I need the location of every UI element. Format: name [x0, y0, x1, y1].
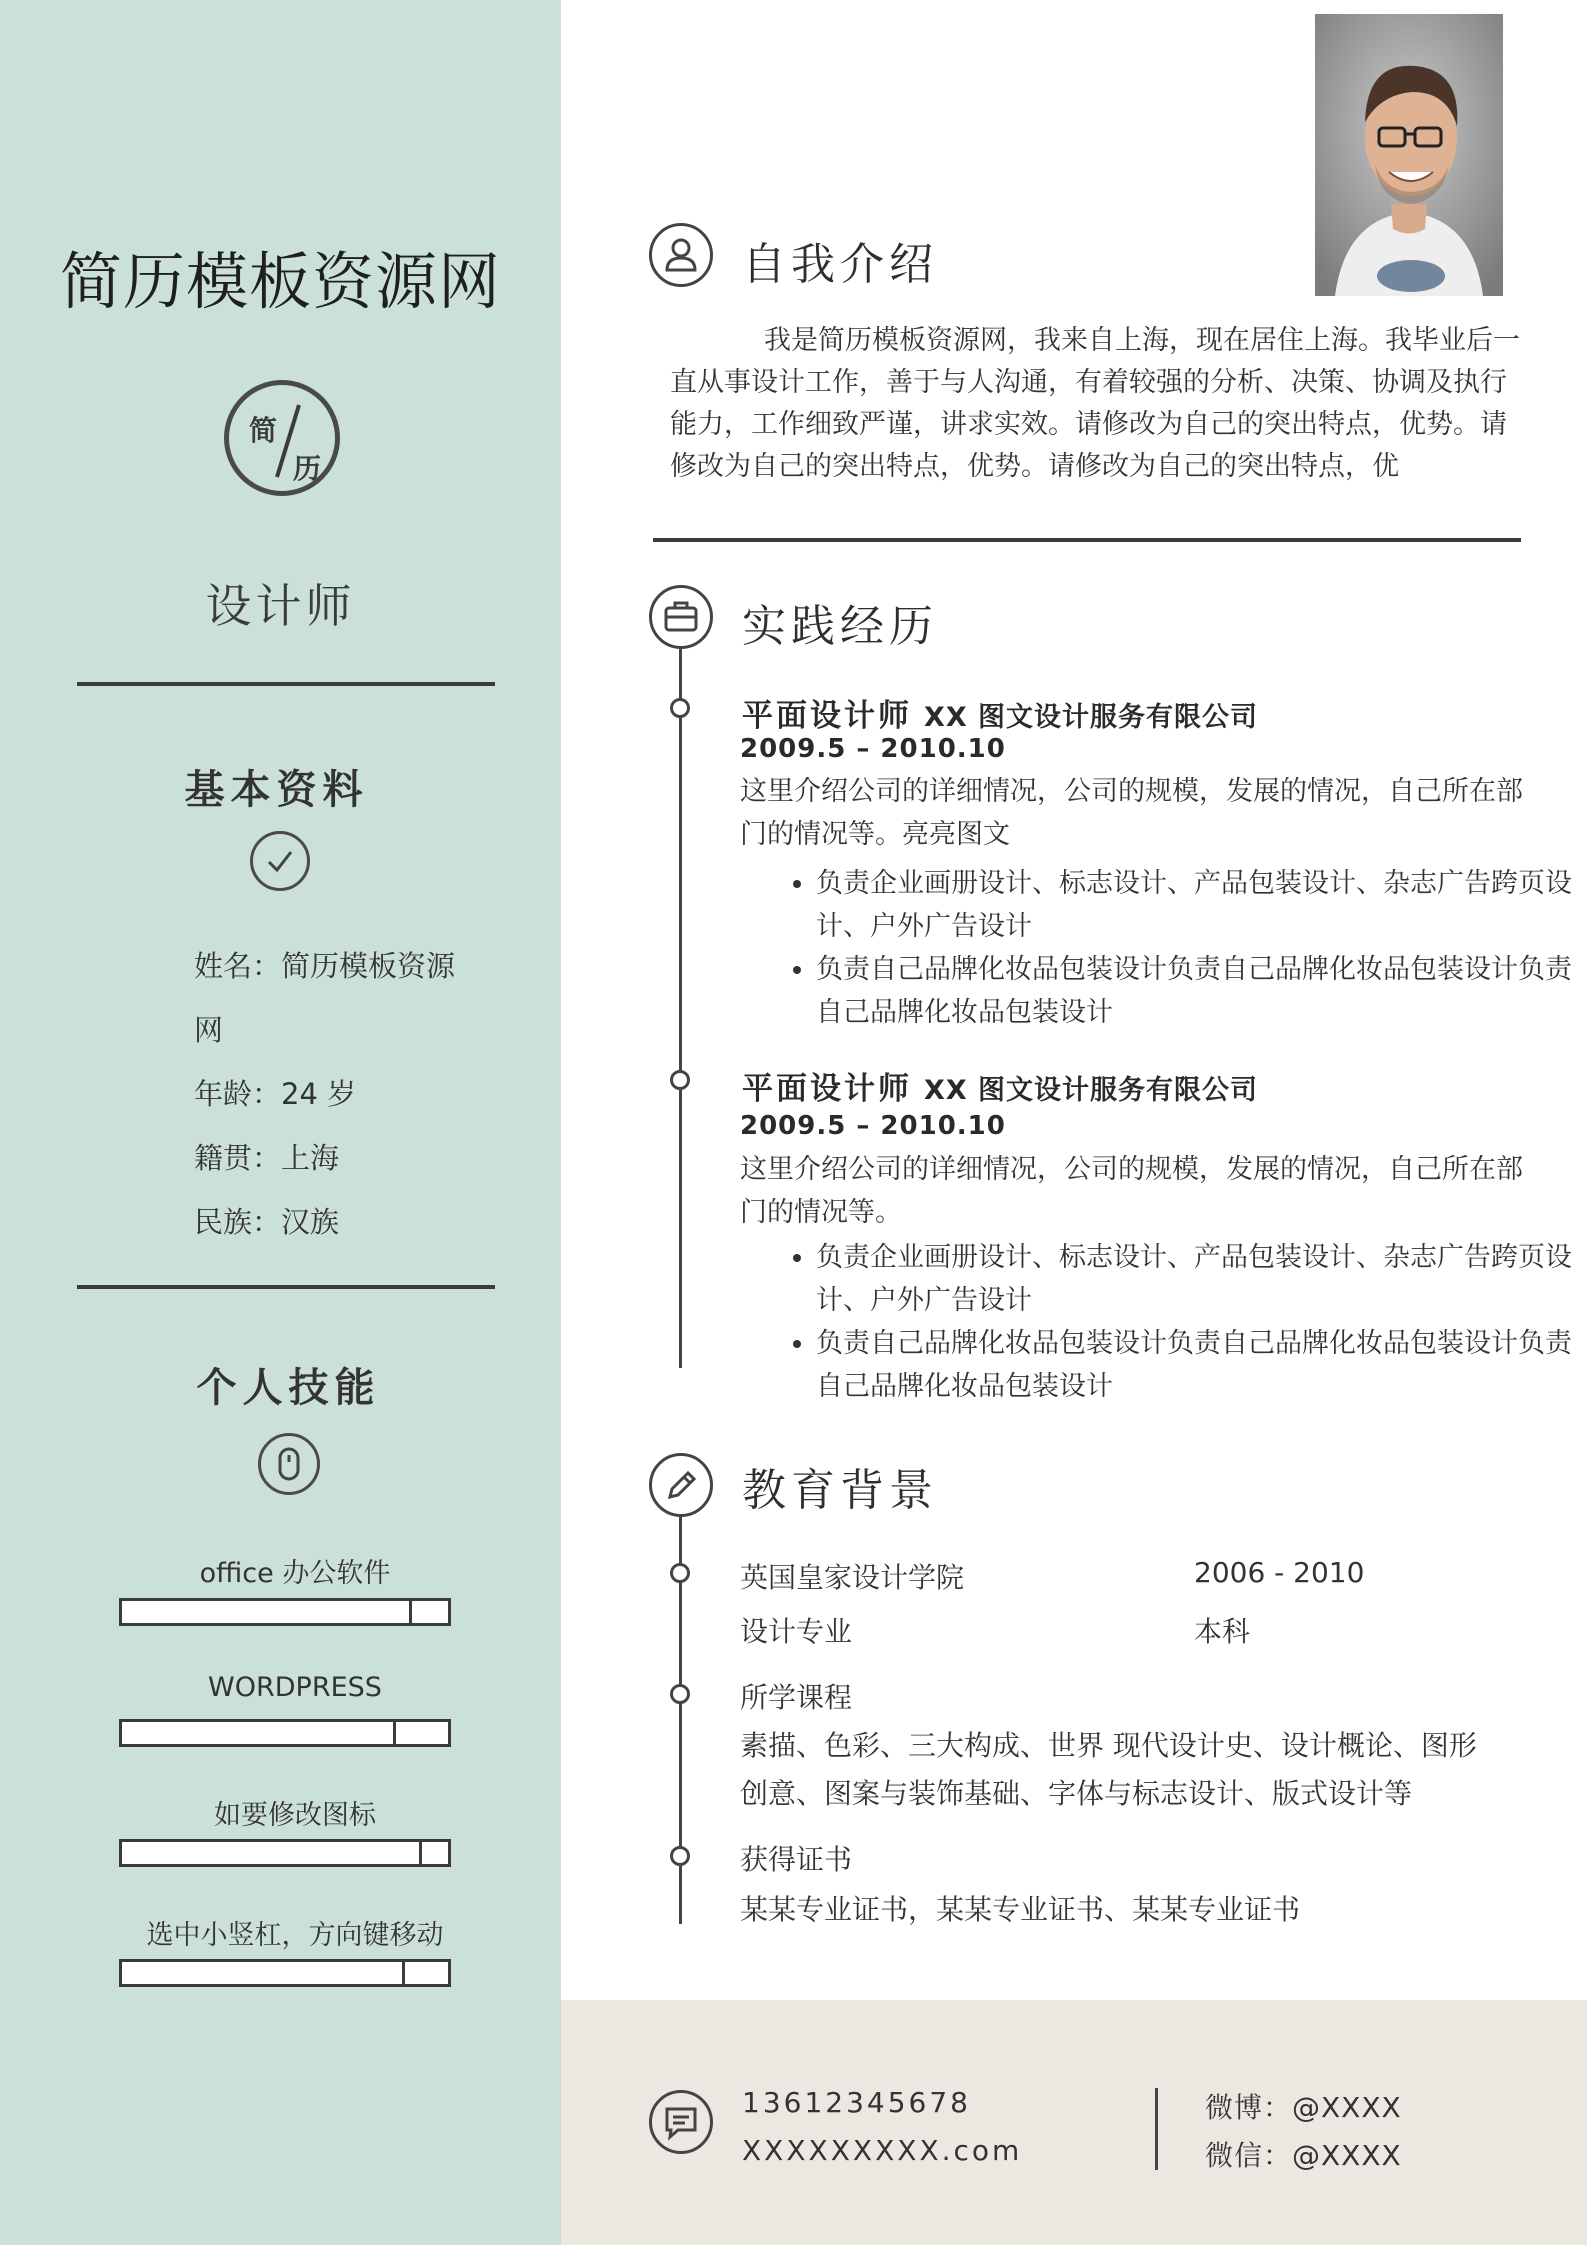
logo-top-char: 简 — [249, 414, 278, 447]
contact-email[interactable]: XXXXXXXXX.com — [742, 2134, 1023, 2167]
list-item: • 负责自己品牌化妆品包装设计负责自己品牌化妆品包装设计负责自己品牌化妆品包装设计 — [816, 1322, 1587, 1408]
experience-timeline — [679, 640, 682, 1368]
timeline-dot — [670, 1070, 690, 1090]
job-1-role: 平面设计师 — [742, 698, 912, 734]
skills-title: 个人技能 — [196, 1365, 381, 1411]
skill-label-move: 选中小竖杠，方向键移动 — [146, 1920, 444, 1951]
edu-courses: 素描、色彩、三大构成、世界 现代设计史、设计概论、图形创意、图案与装饰基础、字体与标志设计、版式设计等 — [740, 1729, 1477, 1810]
info-name: 姓名：简历模板资源 — [194, 949, 456, 983]
edu-courses-label: 所学课程 — [740, 1681, 853, 1714]
profile-photo — [1315, 14, 1503, 296]
timeline-dot — [670, 698, 690, 718]
info-name-cont: 网 — [194, 1013, 224, 1047]
candidate-name: 简历模板资源网 — [59, 245, 501, 318]
list-item: • 负责企业画册设计、标志设计、产品包装设计、杂志广告跨页设计、户外广告设计 — [816, 1236, 1587, 1322]
job-2-desc: 这里介绍公司的详细情况，公司的规模，发展的情况，自己所在部门的情况等。 — [740, 1154, 1523, 1228]
job-1-date: 2009.5 – 2010.10 — [740, 734, 1006, 764]
user-icon — [649, 223, 713, 287]
info-ethnicity: 民族：汉族 — [194, 1205, 340, 1239]
briefcase-icon — [649, 585, 713, 649]
person-portrait — [1315, 14, 1503, 296]
skill-bar-wordpress[interactable] — [119, 1719, 451, 1747]
skill-bar-move[interactable] — [119, 1959, 451, 1987]
info-hometown: 籍贯：上海 — [194, 1141, 340, 1175]
message-icon — [649, 2090, 713, 2154]
mouse-icon — [258, 1433, 320, 1495]
sidebar-divider-2 — [77, 1285, 495, 1289]
skill-label-office: office 办公软件 — [199, 1558, 391, 1589]
job-1-bullets — [740, 862, 1587, 1034]
job-1-heading — [742, 690, 1258, 735]
skill-label-wordpress: WORDPRESS — [208, 1672, 382, 1703]
job-2-heading — [742, 1063, 1258, 1108]
edu-cert-label: 获得证书 — [740, 1843, 853, 1876]
timeline-dot — [670, 1563, 690, 1583]
contact-footer — [561, 2000, 1587, 2245]
skill-fill[interactable] — [122, 1962, 405, 1984]
skill-bar-office[interactable] — [119, 1598, 451, 1626]
edu-school: 英国皇家设计学院 — [740, 1561, 965, 1594]
skill-fill[interactable] — [122, 1601, 412, 1623]
edu-major: 设计专业 — [740, 1615, 853, 1648]
basic-info-title: 基本资料 — [184, 767, 369, 813]
edu-certs: 某某专业证书，某某专业证书、某某专业证书 — [740, 1893, 1301, 1926]
job-1-desc: 这里介绍公司的详细情况，公司的规模，发展的情况，自己所在部门的情况等。亮亮图文 — [740, 776, 1523, 850]
education-title: 教育背景 — [742, 1465, 938, 1516]
intro-divider — [653, 538, 1521, 542]
info-age: 年龄：24 岁 — [194, 1077, 357, 1111]
experience-title: 实践经历 — [742, 601, 938, 652]
edu-degree: 本科 — [1194, 1615, 1251, 1648]
job-2-date: 2009.5 – 2010.10 — [740, 1111, 1006, 1141]
logo-bottom-char: 历 — [293, 452, 322, 485]
skill-fill[interactable] — [122, 1842, 422, 1864]
job-2-company: XX 图文设计服务有限公司 — [924, 1075, 1259, 1106]
skill-fill[interactable] — [122, 1722, 396, 1744]
skill-label-icon: 如要修改图标 — [214, 1800, 376, 1831]
contact-weibo[interactable]: 微博：@XXXX — [1205, 2091, 1402, 2124]
edu-years: 2006 - 2010 — [1194, 1556, 1365, 1589]
sidebar-divider-1 — [77, 682, 495, 686]
list-item: • 负责自己品牌化妆品包装设计负责自己品牌化妆品包装设计负责自己品牌化妆品包装设计 — [816, 948, 1587, 1034]
list-item: • 负责企业画册设计、标志设计、产品包装设计、杂志广告跨页设计、户外广告设计 — [816, 862, 1587, 948]
contact-wechat[interactable]: 微信：@XXXX — [1205, 2139, 1402, 2172]
pencil-icon — [649, 1453, 713, 1517]
timeline-dot — [670, 1846, 690, 1866]
contact-phone[interactable]: 13612345678 — [742, 2086, 971, 2119]
resume-logo — [224, 380, 340, 496]
job-2-role: 平面设计师 — [742, 1071, 912, 1107]
sidebar — [0, 0, 561, 2245]
footer-separator — [1155, 2088, 1158, 2170]
job-1-company: XX 图文设计服务有限公司 — [924, 702, 1259, 733]
intro-text: 我是简历模板资源网，我来自上海，现在居住上海。我毕业后一直从事设计工作，善于与人沟通，有着较强的分析、决策、协调及执行能力，工作细致严谨，讲求实效。请修改为自己的突出特点，优势。请修改为自己的突出特点，优势。请修改为自己的突出特点，优 — [670, 325, 1520, 482]
timeline-dot — [670, 1684, 690, 1704]
job-title: 设计师 — [205, 579, 356, 633]
skill-bar-icon[interactable] — [119, 1839, 451, 1867]
check-icon — [250, 831, 310, 891]
intro-title: 自我介绍 — [742, 239, 938, 290]
job-2-bullets — [740, 1236, 1587, 1408]
